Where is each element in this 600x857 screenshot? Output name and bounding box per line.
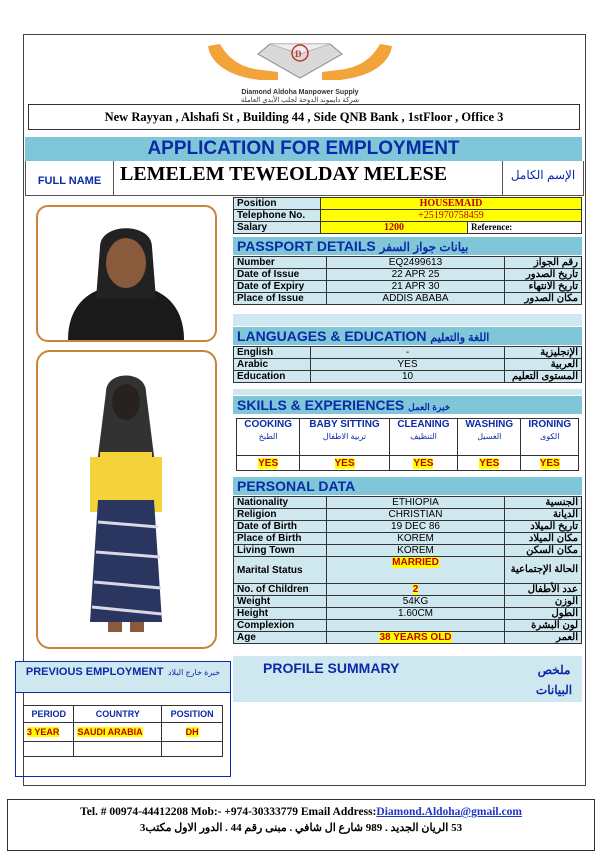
personal-row [234, 521, 582, 533]
full-body-photo [36, 350, 217, 649]
education-label: Education [234, 371, 311, 383]
personal-row [234, 533, 582, 545]
age-ar: العمر [505, 632, 582, 644]
country-header: COUNTRY [74, 706, 162, 723]
religion-ar: الديانة [505, 509, 582, 521]
salary-label: Salary [234, 222, 321, 234]
personal-table [233, 496, 582, 644]
previous-employment-table [23, 705, 223, 757]
complexion-value [327, 620, 505, 632]
height-ar: الطول [505, 608, 582, 620]
marital-value-cell [327, 557, 505, 584]
person-fullbody-icon [38, 352, 215, 647]
passport-title-ar: بيانات جواز السفر [379, 240, 469, 254]
prev-period-cell [24, 723, 74, 742]
skill-cooking [237, 419, 300, 456]
personal-title: PERSONAL DATA [237, 478, 356, 494]
skills-title-ar: خبرة العمل [408, 402, 451, 412]
education-ar: المستوى التعليم [505, 371, 582, 383]
full-name-value: LEMELEM TEWEOLDAY MELESE [120, 163, 448, 185]
marital-label: Marital Status [234, 557, 327, 584]
skills-table [236, 418, 579, 471]
nationality-value: ETHIOPIA [327, 497, 505, 509]
skill-cleaning-ar: التنظيف [410, 432, 437, 441]
nationality-label: Nationality [234, 497, 327, 509]
position-label: Position [234, 198, 321, 210]
prev-emp-header-row [24, 706, 223, 723]
prev-period-value: 3 YEAR [27, 726, 60, 737]
skill-cooking-en: COOKING [244, 419, 293, 430]
personal-section-header [233, 477, 582, 496]
children-label: No. of Children [234, 584, 327, 596]
living-town-value: KOREM [327, 545, 505, 557]
skill-washing [458, 419, 521, 456]
ironing-value: YES [539, 457, 560, 469]
full-name-row [25, 161, 584, 196]
skill-babysitting [300, 419, 389, 456]
cooking-value: YES [258, 457, 279, 469]
telephone-row [234, 210, 582, 222]
salary-value: 1200 [321, 222, 468, 234]
skill-value [458, 456, 521, 471]
issue-date-label: Date of Issue [234, 269, 327, 281]
english-ar: الإنجليزية [505, 347, 582, 359]
weight-ar: الوزن [505, 596, 582, 608]
portrait-photo [36, 205, 217, 342]
person-headshot-icon [38, 207, 215, 340]
washing-value: YES [479, 457, 500, 469]
hands-diamond-logo-icon [200, 36, 400, 86]
skill-cleaning [389, 419, 457, 456]
languages-spacer [233, 389, 582, 395]
footer-box [7, 799, 595, 851]
reference-label: Reference: [468, 222, 582, 234]
expiry-date-label: Date of Expiry [234, 281, 327, 293]
skill-washing-en: WASHING [465, 419, 514, 430]
previous-employment-box [15, 661, 231, 777]
children-value-cell [327, 584, 505, 596]
english-value: - [311, 347, 505, 359]
position-row [234, 198, 582, 210]
passport-number-ar: رقم الجواز [505, 257, 582, 269]
previous-employment-header [16, 662, 230, 693]
skill-babysitting-en: BABY SITTING [309, 419, 380, 430]
logo-company-ar: شركة دايموند الدوحة لجلب الأيدي العاملة [240, 97, 360, 104]
age-label: Age [234, 632, 327, 644]
salary-row [234, 222, 582, 234]
personal-row [234, 596, 582, 608]
living-town-label: Living Town [234, 545, 327, 557]
expiry-date-ar: تاريخ الانتهاء [505, 281, 582, 293]
skill-value [237, 456, 300, 471]
prev-position-cell [162, 723, 223, 742]
company-logo [200, 36, 400, 104]
page-title: APPLICATION FOR EMPLOYMENT [25, 137, 582, 161]
religion-label: Religion [234, 509, 327, 521]
skills-section-header [233, 396, 582, 415]
skills-value-row [237, 456, 579, 471]
place-issue-label: Place of Issue [234, 293, 327, 305]
personal-row [234, 557, 582, 584]
previous-employment-title-ar: خبرة خارج البلاد [167, 668, 221, 677]
footer-contact-text: Tel. # 00974-44412208 Mob:- +974-30333779 Email Address: [80, 806, 377, 818]
living-town-ar: مكان السكن [505, 545, 582, 557]
age-value: 38 YEARS OLD [379, 632, 452, 643]
skill-value [521, 456, 579, 471]
children-ar: عدد الأطفال [505, 584, 582, 596]
skills-header-row [237, 419, 579, 456]
prev-country-cell [74, 723, 162, 742]
passport-table [233, 256, 582, 305]
arabic-value: YES [311, 359, 505, 371]
languages-section-header [233, 327, 582, 346]
skill-ironing [521, 419, 579, 456]
marital-ar: الحالة الإجتماعية [505, 557, 582, 584]
pob-value: KOREM [327, 533, 505, 545]
personal-row [234, 497, 582, 509]
pob-label: Place of Birth [234, 533, 327, 545]
dob-value: 19 DEC 86 [327, 521, 505, 533]
skill-babysitting-ar: تربية الاطفال [322, 432, 367, 441]
prev-emp-row [24, 723, 223, 742]
dob-ar: تاريخ الميلاد [505, 521, 582, 533]
place-issue-ar: مكان الصدور [505, 293, 582, 305]
issue-date-value: 22 APR 25 [327, 269, 505, 281]
language-row [234, 347, 582, 359]
profile-summary-box [233, 656, 582, 702]
footer-email-link[interactable]: Diamond.Aldoha@gmail.com [376, 806, 522, 818]
profile-summary-title: PROFILE SUMMARY [263, 660, 400, 676]
skill-value [389, 456, 457, 471]
languages-title: LANGUAGES & EDUCATION [237, 328, 427, 344]
children-value: 2 [412, 584, 419, 595]
skill-ironing-ar: الكوى [539, 432, 560, 441]
nationality-ar: الجنسية [505, 497, 582, 509]
passport-row [234, 293, 582, 305]
arabic-ar: العربية [505, 359, 582, 371]
complexion-label: Complexion [234, 620, 327, 632]
logo-company-en: Diamond Aldoha Manpower Supply [241, 89, 359, 96]
skill-cooking-ar: الطبخ [258, 432, 278, 441]
passport-row [234, 257, 582, 269]
passport-section-header [233, 237, 582, 256]
position-header: POSITION [162, 706, 223, 723]
languages-table [233, 346, 582, 383]
religion-value: CHRISTIAN [327, 509, 505, 521]
personal-row [234, 608, 582, 620]
prev-position-value: DH [185, 726, 199, 737]
address-bar: New Rayyan , Alshafi St , Building 44 , Side QNB Bank , 1stFloor , Office 3 [28, 104, 580, 130]
dob-label: Date of Birth [234, 521, 327, 533]
passport-number-label: Number [234, 257, 327, 269]
arabic-label: Arabic [234, 359, 311, 371]
languages-title-ar: اللغة والتعليم [430, 332, 490, 344]
prev-country-value: SAUDI ARABIA [77, 726, 143, 737]
telephone-value: +251970758459 [321, 210, 582, 222]
svg-text:D: D [295, 49, 302, 59]
marital-value: MARRIED [392, 557, 439, 568]
education-value: 10 [311, 371, 505, 383]
skills-title: SKILLS & EXPERIENCES [237, 397, 405, 413]
expiry-date-value: 21 APR 30 [327, 281, 505, 293]
passport-spacer [233, 314, 582, 326]
language-row [234, 359, 582, 371]
passport-number-value: EQ2499613 [327, 257, 505, 269]
height-value: 1.60CM [327, 608, 505, 620]
skill-cleaning-en: CLEANING [397, 419, 450, 430]
personal-row [234, 620, 582, 632]
english-label: English [234, 347, 311, 359]
pob-ar: مكان الميلاد [505, 533, 582, 545]
passport-row [234, 269, 582, 281]
period-header: PERIOD [24, 706, 74, 723]
issue-date-ar: تاريخ الصدور [505, 269, 582, 281]
footer-address-ar: 53 الريان الجديد . 989 شارع ال شافي . مبنى رقم 44 . الدور الاول مكتب3 [139, 822, 463, 834]
telephone-label: Telephone No. [234, 210, 321, 222]
footer-contact [8, 806, 594, 818]
skill-washing-ar: الغسيل [477, 432, 502, 441]
full-name-label: FULL NAME [26, 161, 114, 195]
personal-row [234, 632, 582, 644]
personal-row [234, 509, 582, 521]
personal-row [234, 584, 582, 596]
weight-value: 54KG [327, 596, 505, 608]
skill-ironing-en: IRONING [528, 419, 572, 430]
personal-row [234, 545, 582, 557]
babysitting-value: YES [334, 457, 355, 469]
prev-emp-empty-row [24, 742, 223, 757]
job-info-table [233, 197, 582, 234]
full-name-ar: الإسم الكامل [502, 161, 583, 195]
height-label: Height [234, 608, 327, 620]
passport-title: PASSPORT DETAILS [237, 238, 376, 254]
passport-row [234, 281, 582, 293]
complexion-ar: لون البشرة [505, 620, 582, 632]
language-row [234, 371, 582, 383]
position-value: HOUSEMAID [321, 198, 582, 210]
weight-label: Weight [234, 596, 327, 608]
place-issue-value: ADDIS ABABA [327, 293, 505, 305]
age-value-cell [327, 632, 505, 644]
profile-summary-title-ar: ملخص البيانات [535, 663, 573, 697]
previous-employment-title: PREVIOUS EMPLOYMENT [25, 666, 164, 678]
cleaning-value: YES [413, 457, 434, 469]
skill-value [300, 456, 389, 471]
